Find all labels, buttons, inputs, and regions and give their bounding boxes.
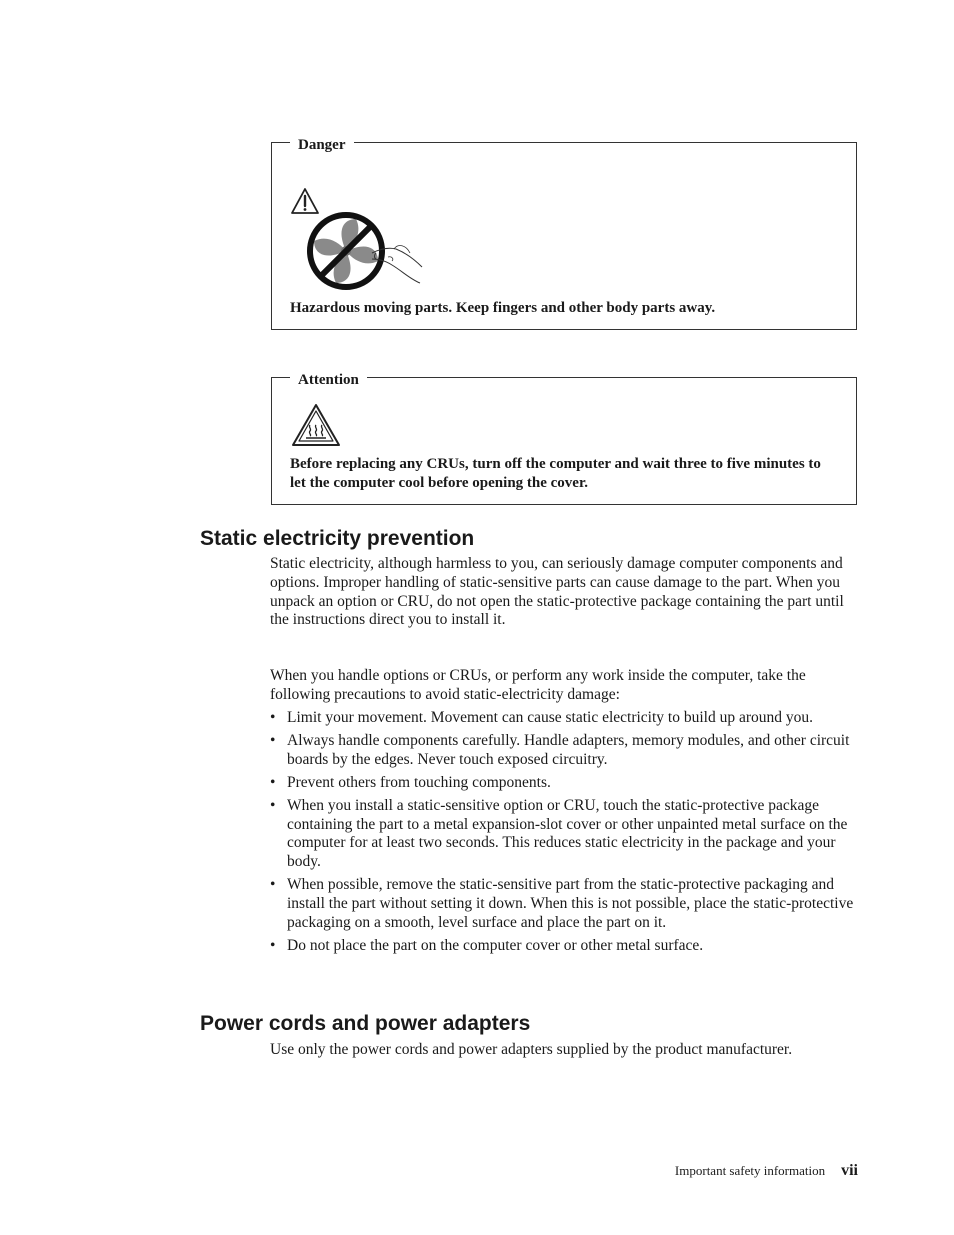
danger-text: Hazardous moving parts. Keep fingers and other body parts away. [290, 300, 716, 316]
hot-surface-icon [291, 403, 341, 447]
list-item-text: When possible, remove the static-sensitive part from the static-protective packaging and install the part without setting it down. When this is not possible, place the static-protective packaging on a smooth, level surface and place the part on it. [287, 876, 854, 931]
list-item-text: When you install a static-sensitive option or CRU, touch the static-protective package containing the part to a metal expansion-slot cover or other unpainted metal surface on the computer for at least two seconds. This reduces static electricity in the package and your body. [287, 796, 848, 871]
attention-notice [271, 372, 857, 505]
page-footer [675, 1162, 858, 1180]
bullet-icon: • [270, 876, 276, 894]
list-item-text: Always handle components carefully. Handle adapters, memory modules, and other circuit boards by the edges. Never touch exposed circuitry. [287, 731, 850, 768]
power-heading: Power cords and power adapters [200, 1012, 531, 1035]
bullet-icon: • [270, 796, 276, 814]
no-fingers-fan-icon [306, 209, 426, 293]
attention-text: Before replacing any CRUs, turn off the computer and wait three to five minutes to let the computer cool before opening the cover. [290, 456, 821, 491]
list-item [270, 876, 860, 932]
list-item-text: Do not place the part on the computer cover or other metal surface. [287, 936, 704, 954]
list-item [270, 937, 860, 956]
static-heading: Static electricity prevention [200, 527, 475, 550]
page-number: vii [841, 1162, 858, 1179]
precautions-list [270, 709, 860, 960]
static-para-1: Static electricity, although harmless to you, can seriously damage computer components and options. Improper handling of static-sensitive parts can cause damage to the part. When you unpack an option or CRU, do not open the static-protective package containing the part until the instructions direct you to install it. [270, 555, 844, 629]
list-item [270, 797, 860, 872]
bullet-icon: • [270, 936, 276, 954]
list-item [270, 732, 860, 770]
list-item [270, 709, 860, 728]
list-item-text: Prevent others from touching components. [287, 773, 551, 791]
bullet-icon: • [270, 773, 276, 791]
footer-title: Important safety information [674, 1163, 826, 1178]
attention-label: Attention [290, 371, 367, 389]
list-item [270, 774, 860, 793]
static-para-2: When you handle options or CRUs, or perform any work inside the computer, take the following precautions to avoid static-electricity damage: [270, 667, 806, 703]
power-para: Use only the power cords and power adapters supplied by the product manufacturer. [270, 1041, 793, 1058]
list-item-text: Limit your movement. Movement can cause static electricity to build up around you. [287, 709, 814, 726]
bullet-icon: • [270, 709, 276, 726]
bullet-icon: • [270, 731, 276, 749]
danger-label: Danger [290, 136, 354, 154]
danger-notice [271, 137, 857, 330]
